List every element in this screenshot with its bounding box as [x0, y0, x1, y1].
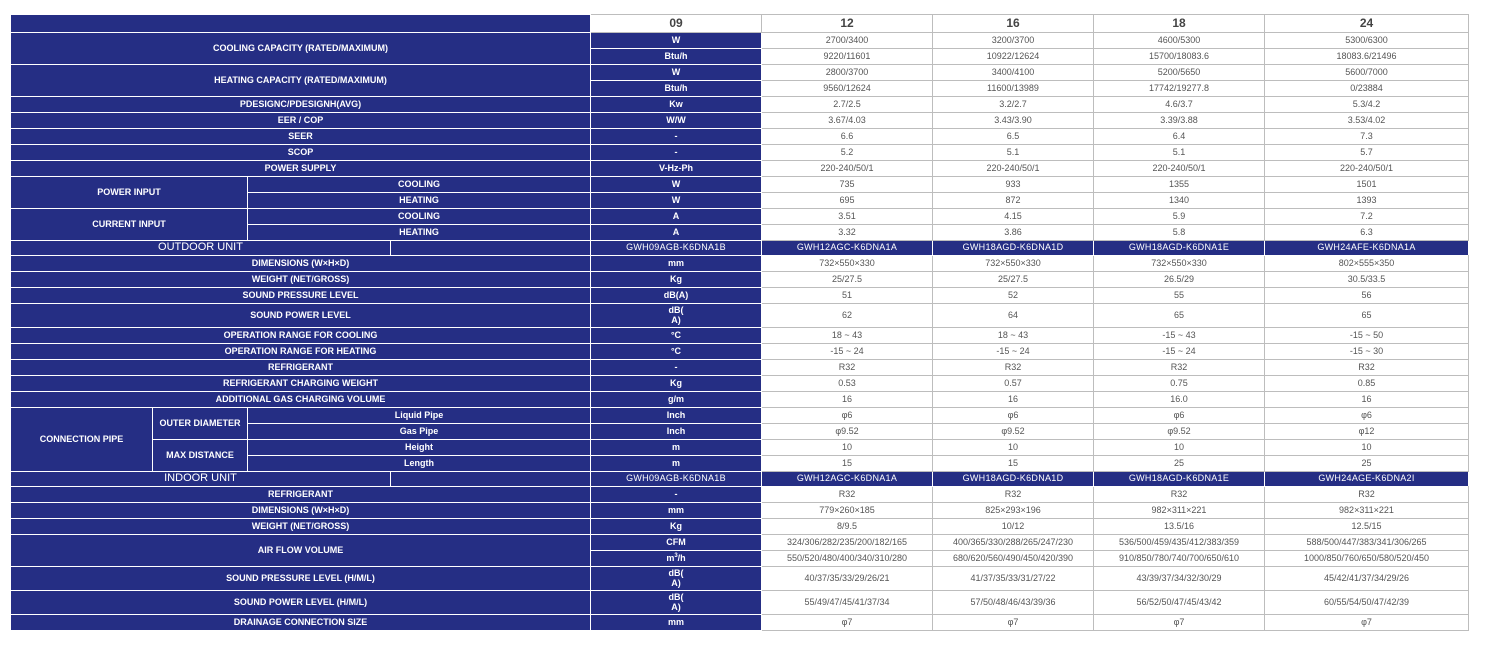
- table-row: [11, 472, 1469, 487]
- table-row: [11, 567, 1469, 591]
- table-row: [11, 129, 1469, 145]
- unit-cell: Btu/h: [591, 81, 762, 97]
- unit-cell: W: [591, 33, 762, 49]
- value-cell: φ6: [1094, 408, 1265, 424]
- id-spl-label: SOUND PRESSURE LEVEL (H/M/L): [11, 567, 591, 591]
- model-header: 24: [1265, 15, 1469, 33]
- value-cell: 2.7/2.5: [762, 97, 933, 113]
- value-cell: 732×550×330: [1094, 256, 1265, 272]
- unit-cell: mm: [591, 615, 762, 631]
- unit-cell: °C: [591, 344, 762, 360]
- table-row: [11, 15, 1469, 33]
- value-cell: 588/500/447/383/341/306/265: [1265, 535, 1469, 551]
- value-cell: 0.53: [762, 376, 933, 392]
- unit-part: A): [671, 314, 681, 325]
- value-cell: 5.8: [1094, 225, 1265, 241]
- value-cell: 735: [762, 177, 933, 193]
- unit-part: dB(: [668, 305, 684, 316]
- table-row: [11, 209, 1469, 225]
- unit-part: A): [671, 577, 681, 588]
- value-cell: 6.6: [762, 129, 933, 145]
- value-cell: 2800/3700: [762, 65, 933, 81]
- value-cell: 25: [1265, 456, 1469, 472]
- value-cell: 3.32: [762, 225, 933, 241]
- value-cell: 3.86: [933, 225, 1094, 241]
- value-cell: 220-240/50/1: [933, 161, 1094, 177]
- value-cell: φ7: [1265, 615, 1469, 631]
- cp-liquid-label: CONNECTION PIPE: [11, 408, 153, 472]
- seer-label: SEER: [11, 129, 591, 145]
- value-cell: 30.5/33.5: [1265, 272, 1469, 288]
- op-cool-label: OPERATION RANGE FOR COOLING: [11, 328, 591, 344]
- value-cell: 5.2: [762, 145, 933, 161]
- value-cell: 982×311×221: [1094, 503, 1265, 519]
- value-cell: 5.1: [933, 145, 1094, 161]
- value-cell: 3.2/2.7: [933, 97, 1094, 113]
- pin-cool-label: POWER INPUT: [11, 177, 248, 209]
- model-code: GWH18AGD-K6DNA1D: [933, 472, 1094, 487]
- value-cell: 55/49/47/45/41/37/34: [762, 591, 933, 615]
- value-cell: 7.2: [1265, 209, 1469, 225]
- id-ref-label: REFRIGERANT: [11, 487, 591, 503]
- table-row: [11, 65, 1469, 81]
- table-row: [11, 241, 1469, 256]
- value-cell: 220-240/50/1: [1094, 161, 1265, 177]
- unit-cell: dB(A): [591, 288, 762, 304]
- cp-height-group: MAX DISTANCE: [153, 440, 248, 472]
- spec-table: [10, 14, 1469, 631]
- unit-cell: W: [591, 193, 762, 209]
- value-cell: 802×555×350: [1265, 256, 1469, 272]
- value-cell: R32: [762, 487, 933, 503]
- table-row: [11, 440, 1469, 456]
- value-cell: 6.3: [1265, 225, 1469, 241]
- af-cfm-label: AIR FLOW VOLUME: [11, 535, 591, 567]
- table-row: [11, 161, 1469, 177]
- unit-superscript: 3: [674, 552, 678, 559]
- value-cell: 1000/850/760/650/580/520/450: [1265, 551, 1469, 567]
- id-dim-label: DIMENSIONS (W×H×D): [11, 503, 591, 519]
- value-cell: 13.5/16: [1094, 519, 1265, 535]
- refrigerant-label: REFRIGERANT: [11, 360, 591, 376]
- value-cell: 400/365/330/288/265/247/230: [933, 535, 1094, 551]
- unit-cell: [591, 591, 762, 615]
- value-cell: φ9.52: [762, 424, 933, 440]
- table-row: [11, 519, 1469, 535]
- cp-liquid-group: OUTER DIAMETER: [153, 408, 248, 440]
- model-header: 18: [1094, 15, 1265, 33]
- value-cell: 5.9: [1094, 209, 1265, 225]
- value-cell: 43/39/37/34/32/30/29: [1094, 567, 1265, 591]
- table-row: [11, 408, 1469, 424]
- value-cell: φ9.52: [933, 424, 1094, 440]
- unit-cell: Kg: [591, 519, 762, 535]
- value-cell: 56/52/50/47/45/43/42: [1094, 591, 1265, 615]
- value-cell: φ6: [1265, 408, 1469, 424]
- value-cell: 536/500/459/435/412/383/359: [1094, 535, 1265, 551]
- value-cell: 0.57: [933, 376, 1094, 392]
- value-cell: 15: [762, 456, 933, 472]
- unit-cell: Kg: [591, 272, 762, 288]
- unit-cell: Btu/h: [591, 49, 762, 65]
- value-cell: 52: [933, 288, 1094, 304]
- unit-part: dB(: [668, 592, 684, 603]
- heat-w-label: HEATING CAPACITY (RATED/MAXIMUM): [11, 65, 591, 97]
- value-cell: R32: [1265, 487, 1469, 503]
- table-row: [11, 272, 1469, 288]
- model-code: GWH18AGD-K6DNA1D: [933, 241, 1094, 256]
- value-cell: 3400/4100: [933, 65, 1094, 81]
- model-header: 09: [591, 15, 762, 33]
- value-cell: 0.85: [1265, 376, 1469, 392]
- value-cell: 933: [933, 177, 1094, 193]
- table-row: [11, 615, 1469, 631]
- value-cell: -15 ~ 50: [1265, 328, 1469, 344]
- value-cell: -15 ~ 24: [1094, 344, 1265, 360]
- unit-cell: -: [591, 129, 762, 145]
- value-cell: R32: [1094, 360, 1265, 376]
- unit-cell: m: [591, 456, 762, 472]
- value-cell: 57/50/48/46/43/39/36: [933, 591, 1094, 615]
- value-cell: 779×260×185: [762, 503, 933, 519]
- value-cell: 5300/6300: [1265, 33, 1469, 49]
- table-row: [11, 33, 1469, 49]
- value-cell: 65: [1265, 304, 1469, 328]
- table-row: [11, 328, 1469, 344]
- unit-cell: -: [591, 487, 762, 503]
- value-cell: φ9.52: [1094, 424, 1265, 440]
- value-cell: 18 ~ 43: [762, 328, 933, 344]
- cool-w-label: COOLING CAPACITY (RATED/MAXIMUM): [11, 33, 591, 65]
- value-cell: 1355: [1094, 177, 1265, 193]
- value-cell: 1393: [1265, 193, 1469, 209]
- scop-label: SCOP: [11, 145, 591, 161]
- value-cell: 41/37/35/33/31/27/22: [933, 567, 1094, 591]
- value-cell: -15 ~ 24: [933, 344, 1094, 360]
- cp-gas-sub: Gas Pipe: [248, 424, 591, 440]
- power-supply-label: POWER SUPPLY: [11, 161, 591, 177]
- value-cell: 10: [762, 440, 933, 456]
- ref-weight-label: REFRIGERANT CHARGING WEIGHT: [11, 376, 591, 392]
- value-cell: 732×550×330: [762, 256, 933, 272]
- value-cell: -15 ~ 24: [762, 344, 933, 360]
- value-cell: 982×311×221: [1265, 503, 1469, 519]
- od-spl-label: SOUND PRESSURE LEVEL: [11, 288, 591, 304]
- value-cell: 51: [762, 288, 933, 304]
- value-cell: 3.53/4.02: [1265, 113, 1469, 129]
- table-row: [11, 360, 1469, 376]
- value-cell: 10: [933, 440, 1094, 456]
- unit-cell: [591, 304, 762, 328]
- od-dim-label: DIMENSIONS (W×H×D): [11, 256, 591, 272]
- value-cell: 18083.6/21496: [1265, 49, 1469, 65]
- value-cell: 16.0: [1094, 392, 1265, 408]
- value-cell: R32: [1094, 487, 1265, 503]
- value-cell: 18 ~ 43: [933, 328, 1094, 344]
- unit-cell: A: [591, 225, 762, 241]
- cin-heat-sub: HEATING: [248, 225, 591, 241]
- unit-cell: A: [591, 209, 762, 225]
- value-cell: 3.51: [762, 209, 933, 225]
- cp-length-sub: Length: [248, 456, 591, 472]
- model-code: GWH09AGB-K6DNA1B: [591, 472, 762, 487]
- value-cell: 8/9.5: [762, 519, 933, 535]
- value-cell: 5.3/4.2: [1265, 97, 1469, 113]
- value-cell: 3.67/4.03: [762, 113, 933, 129]
- value-cell: R32: [933, 487, 1094, 503]
- pdesign-label: PDESIGNC/PDESIGNH(AVG): [11, 97, 591, 113]
- value-cell: 10922/12624: [933, 49, 1094, 65]
- unit-cell: Inch: [591, 424, 762, 440]
- model-code: GWH24AFE-K6DNA1A: [1265, 241, 1469, 256]
- value-cell: 10: [1265, 440, 1469, 456]
- value-cell: 9560/12624: [762, 81, 933, 97]
- value-cell: -15 ~ 43: [1094, 328, 1265, 344]
- unit-cell: mm: [591, 256, 762, 272]
- value-cell: 10/12: [933, 519, 1094, 535]
- value-cell: 9220/11601: [762, 49, 933, 65]
- unit-cell: Kw: [591, 97, 762, 113]
- section-unit-blank: [391, 241, 591, 256]
- value-cell: 2700/3400: [762, 33, 933, 49]
- value-cell: 4.15: [933, 209, 1094, 225]
- value-cell: 16: [933, 392, 1094, 408]
- model-code: GWH12AGC-K6DNA1A: [762, 241, 933, 256]
- model-header: 12: [762, 15, 933, 33]
- add-gas-label: ADDITIONAL GAS CHARGING VOLUME: [11, 392, 591, 408]
- value-cell: 16: [762, 392, 933, 408]
- value-cell: -15 ~ 30: [1265, 344, 1469, 360]
- value-cell: φ6: [933, 408, 1094, 424]
- od-swl-label: SOUND POWER LEVEL: [11, 304, 591, 328]
- table-row: [11, 535, 1469, 551]
- section-outdoor-label: OUTDOOR UNIT: [11, 241, 391, 256]
- table-row: [11, 256, 1469, 272]
- value-cell: φ12: [1265, 424, 1469, 440]
- table-row: [11, 97, 1469, 113]
- unit-cell: °C: [591, 328, 762, 344]
- value-cell: 45/42/41/37/34/29/26: [1265, 567, 1469, 591]
- value-cell: 4.6/3.7: [1094, 97, 1265, 113]
- id-weight-label: WEIGHT (NET/GROSS): [11, 519, 591, 535]
- value-cell: 5600/7000: [1265, 65, 1469, 81]
- unit-cell: W: [591, 177, 762, 193]
- value-cell: 6.5: [933, 129, 1094, 145]
- unit-cell: [591, 567, 762, 591]
- value-cell: 56: [1265, 288, 1469, 304]
- op-heat-label: OPERATION RANGE FOR HEATING: [11, 344, 591, 360]
- value-cell: 695: [762, 193, 933, 209]
- value-cell: 680/620/560/490/450/420/390: [933, 551, 1094, 567]
- value-cell: 3.39/3.88: [1094, 113, 1265, 129]
- value-cell: 220-240/50/1: [1265, 161, 1469, 177]
- header-blank: [11, 15, 591, 33]
- table-row: [11, 344, 1469, 360]
- value-cell: 4600/5300: [1094, 33, 1265, 49]
- unit-part: dB(: [668, 568, 684, 579]
- value-cell: 872: [933, 193, 1094, 209]
- value-cell: 15: [933, 456, 1094, 472]
- table-row: [11, 503, 1469, 519]
- value-cell: 12.5/15: [1265, 519, 1469, 535]
- value-cell: R32: [933, 360, 1094, 376]
- value-cell: 17742/19277.8: [1094, 81, 1265, 97]
- value-cell: 5200/5650: [1094, 65, 1265, 81]
- value-cell: 5.7: [1265, 145, 1469, 161]
- drain-label: DRAINAGE CONNECTION SIZE: [11, 615, 591, 631]
- model-code: GWH18AGD-K6DNA1E: [1094, 241, 1265, 256]
- unit-cell: V-Hz-Ph: [591, 161, 762, 177]
- model-header: 16: [933, 15, 1094, 33]
- pin-heat-sub: HEATING: [248, 193, 591, 209]
- unit-cell: CFM: [591, 535, 762, 551]
- value-cell: φ7: [1094, 615, 1265, 631]
- value-cell: 11600/13989: [933, 81, 1094, 97]
- unit-cell: -: [591, 145, 762, 161]
- model-code: GWH24AGE-K6DNA2I: [1265, 472, 1469, 487]
- value-cell: 16: [1265, 392, 1469, 408]
- value-cell: 25: [1094, 456, 1265, 472]
- value-cell: φ7: [933, 615, 1094, 631]
- section-unit-blank: [391, 472, 591, 487]
- cp-height-sub: Height: [248, 440, 591, 456]
- cin-cool-sub: COOLING: [248, 209, 591, 225]
- value-cell: φ6: [762, 408, 933, 424]
- value-cell: 5.1: [1094, 145, 1265, 161]
- table-row: [11, 487, 1469, 503]
- unit-cell: W/W: [591, 113, 762, 129]
- unit-cell: m: [591, 440, 762, 456]
- value-cell: φ7: [762, 615, 933, 631]
- table-row: [11, 288, 1469, 304]
- value-cell: 550/520/480/400/340/310/280: [762, 551, 933, 567]
- table-row: [11, 304, 1469, 328]
- unit-cell: g/m: [591, 392, 762, 408]
- od-weight-label: WEIGHT (NET/GROSS): [11, 272, 591, 288]
- table-row: [11, 145, 1469, 161]
- value-cell: 220-240/50/1: [762, 161, 933, 177]
- value-cell: 7.3: [1265, 129, 1469, 145]
- unit-cell: mm: [591, 503, 762, 519]
- value-cell: 3200/3700: [933, 33, 1094, 49]
- unit-cell: -: [591, 360, 762, 376]
- unit-part: A): [671, 601, 681, 612]
- value-cell: 6.4: [1094, 129, 1265, 145]
- table-row: [11, 392, 1469, 408]
- value-cell: 62: [762, 304, 933, 328]
- value-cell: 55: [1094, 288, 1265, 304]
- section-indoor-label: INDOOR UNIT: [11, 472, 391, 487]
- value-cell: 0.75: [1094, 376, 1265, 392]
- value-cell: 10: [1094, 440, 1265, 456]
- model-code: GWH18AGD-K6DNA1E: [1094, 472, 1265, 487]
- table-row: [11, 177, 1469, 193]
- eer-label: EER / COP: [11, 113, 591, 129]
- cin-cool-label: CURRENT INPUT: [11, 209, 248, 241]
- unit-part: m: [666, 552, 675, 563]
- value-cell: 825×293×196: [933, 503, 1094, 519]
- unit-part: /h: [677, 552, 686, 563]
- unit-cell: Kg: [591, 376, 762, 392]
- model-code: GWH09AGB-K6DNA1B: [591, 241, 762, 256]
- value-cell: R32: [762, 360, 933, 376]
- pin-cool-sub: COOLING: [248, 177, 591, 193]
- table-row: [11, 113, 1469, 129]
- id-swl-label: SOUND POWER LEVEL (H/M/L): [11, 591, 591, 615]
- model-code: GWH12AGC-K6DNA1A: [762, 472, 933, 487]
- value-cell: 26.5/29: [1094, 272, 1265, 288]
- value-cell: 1340: [1094, 193, 1265, 209]
- value-cell: 15700/18083.6: [1094, 49, 1265, 65]
- value-cell: 910/850/780/740/700/650/610: [1094, 551, 1265, 567]
- unit-cell: [591, 551, 762, 567]
- table-row: [11, 376, 1469, 392]
- cp-liquid-sub: Liquid Pipe: [248, 408, 591, 424]
- value-cell: 65: [1094, 304, 1265, 328]
- value-cell: 3.43/3.90: [933, 113, 1094, 129]
- value-cell: 324/306/282/235/200/182/165: [762, 535, 933, 551]
- value-cell: 0/23884: [1265, 81, 1469, 97]
- value-cell: 40/37/35/33/29/26/21: [762, 567, 933, 591]
- value-cell: 1501: [1265, 177, 1469, 193]
- value-cell: 25/27.5: [933, 272, 1094, 288]
- unit-cell: Inch: [591, 408, 762, 424]
- value-cell: R32: [1265, 360, 1469, 376]
- value-cell: 25/27.5: [762, 272, 933, 288]
- value-cell: 64: [933, 304, 1094, 328]
- value-cell: 60/55/54/50/47/42/39: [1265, 591, 1469, 615]
- unit-cell: W: [591, 65, 762, 81]
- value-cell: 732×550×330: [933, 256, 1094, 272]
- table-row: [11, 591, 1469, 615]
